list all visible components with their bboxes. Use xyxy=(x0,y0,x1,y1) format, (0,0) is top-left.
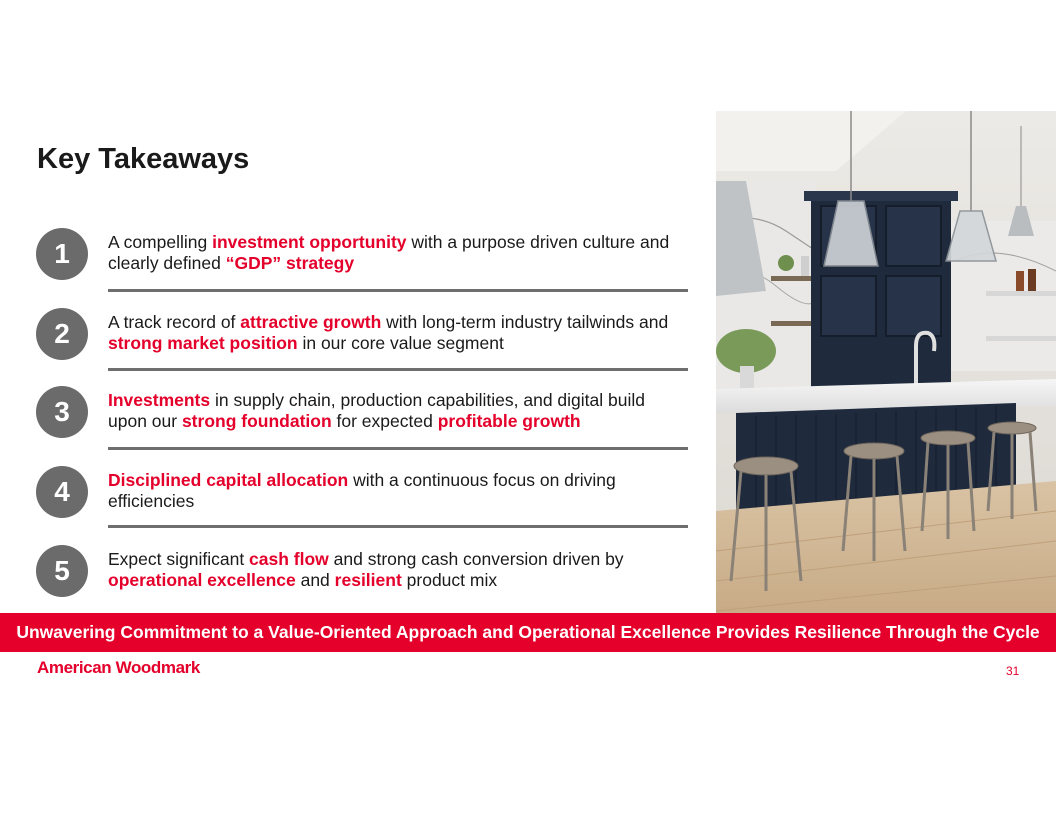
takeaway-text xyxy=(108,549,693,591)
divider xyxy=(108,447,688,450)
body-text: efficiencies xyxy=(108,491,195,511)
takeaway-item-3 xyxy=(36,384,696,434)
number-badge: 2 xyxy=(36,308,88,360)
number-badge: 5 xyxy=(36,545,88,597)
page-number: 31 xyxy=(1006,664,1020,678)
highlight-text: operational excellence xyxy=(108,570,296,590)
text-line xyxy=(108,470,693,491)
takeaway-item-5 xyxy=(36,543,696,593)
takeaway-item-4 xyxy=(36,464,696,514)
highlight-text: investment opportunity xyxy=(212,232,407,252)
number-badge: 4 xyxy=(36,466,88,518)
kitchen-photo-icon xyxy=(716,111,1056,613)
body-text: with a purpose driven culture and xyxy=(406,232,670,252)
highlight-text: Investments xyxy=(108,390,211,410)
kitchen-photo xyxy=(716,111,1056,613)
text-line xyxy=(108,390,693,411)
divider xyxy=(108,289,688,292)
body-text: with long-term industry tailwinds and xyxy=(381,312,669,332)
highlight-text: resilient xyxy=(334,570,402,590)
takeaways-list xyxy=(0,0,700,600)
body-text: and xyxy=(295,570,335,590)
text-line xyxy=(108,253,693,274)
takeaway-text xyxy=(108,470,693,512)
company-logo: American Woodmark xyxy=(37,658,200,677)
body-text: in supply chain, production capabilities, and digital build xyxy=(210,390,645,410)
takeaway-item-2 xyxy=(36,306,696,356)
highlight-text: cash flow xyxy=(249,549,329,569)
highlight-text: strong foundation xyxy=(181,411,332,431)
body-text: for expected xyxy=(331,411,438,431)
takeaway-text xyxy=(108,312,693,354)
text-line xyxy=(108,333,693,354)
highlight-text: Disciplined capital allocation xyxy=(108,470,349,490)
number-badge: 1 xyxy=(36,228,88,280)
text-line xyxy=(108,549,693,570)
body-text: and strong cash conversion driven by xyxy=(328,549,624,569)
highlight-text: attractive growth xyxy=(240,312,382,332)
body-text: clearly defined xyxy=(108,253,226,273)
page-title: Key Takeaways xyxy=(37,143,250,175)
body-text: Expect significant xyxy=(108,549,250,569)
text-line xyxy=(108,411,693,432)
body-text: product mix xyxy=(401,570,498,590)
takeaway-item-1 xyxy=(36,226,696,276)
divider xyxy=(108,368,688,371)
text-line xyxy=(108,570,693,591)
text-line xyxy=(108,491,693,512)
text-line xyxy=(108,312,693,333)
takeaway-text xyxy=(108,232,693,274)
highlight-text: “GDP” strategy xyxy=(225,253,355,273)
highlight-text: strong market position xyxy=(108,333,298,353)
text-line xyxy=(108,232,693,253)
takeaway-text xyxy=(108,390,693,432)
divider xyxy=(108,525,688,528)
number-badge: 3 xyxy=(36,386,88,438)
body-text: with a continuous focus on driving xyxy=(348,470,616,490)
body-text: upon our xyxy=(108,411,182,431)
body-text: in our core value segment xyxy=(297,333,504,353)
footer-banner: Unwavering Commitment to a Value-Oriented Approach and Operational Excellence Provides Resilience Through the Cycle xyxy=(0,613,1056,652)
body-text: A track record of xyxy=(108,312,241,332)
highlight-text: profitable growth xyxy=(437,411,581,431)
body-text: A compelling xyxy=(108,232,213,252)
